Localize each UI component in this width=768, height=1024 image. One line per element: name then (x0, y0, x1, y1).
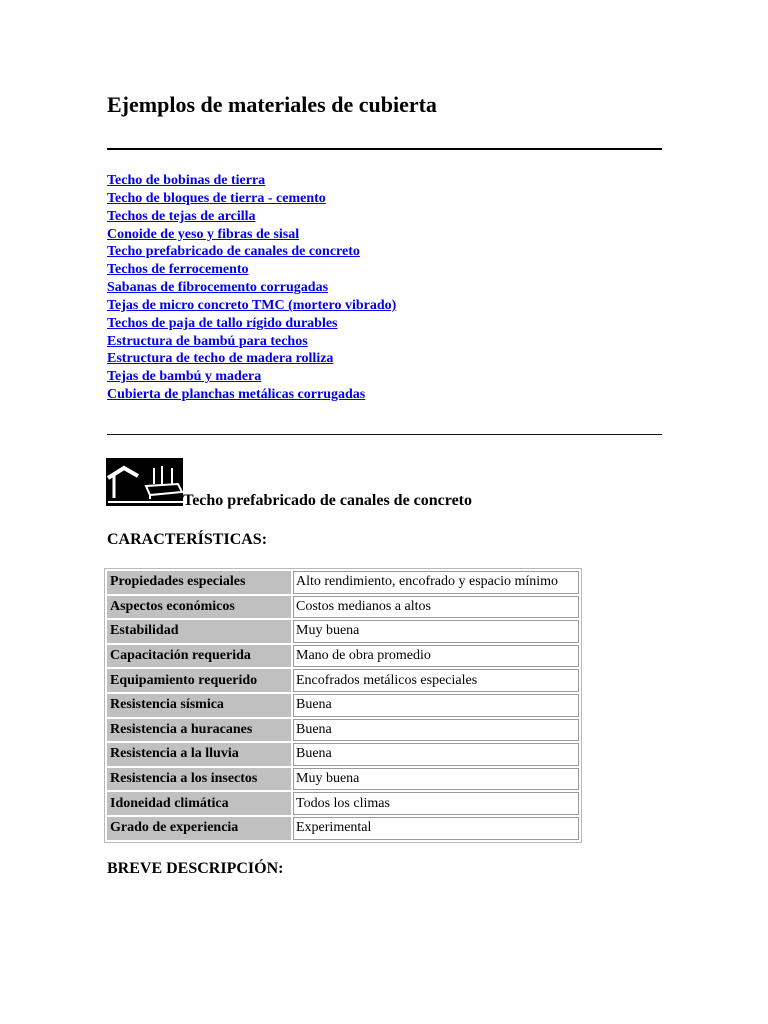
table-row (107, 719, 579, 742)
table-row (107, 620, 579, 643)
property-value: Mano de obra promedio (293, 645, 579, 668)
property-value: Muy buena (293, 768, 579, 791)
section-heading: Techo prefabricado de canales de concreto (183, 492, 473, 509)
characteristics-heading: CARACTERÍSTICAS: (107, 531, 268, 548)
list-item (107, 279, 396, 297)
link-techos-ferrocemento[interactable]: Techos de ferrocemento (107, 262, 249, 278)
top-divider (107, 148, 662, 150)
list-item (107, 333, 396, 351)
page-title: Ejemplos de materiales de cubierta (107, 92, 437, 117)
property-key: Resistencia sísmica (107, 694, 291, 717)
property-key: Grado de experiencia (107, 817, 291, 840)
property-key: Resistencia a los insectos (107, 768, 291, 791)
properties-table (104, 568, 582, 843)
property-value: Todos los climas (293, 792, 579, 815)
section-divider (107, 434, 662, 435)
list-item (107, 190, 396, 208)
property-value: Experimental (293, 817, 579, 840)
link-techo-bobinas-tierra[interactable]: Techo de bobinas de tierra (107, 173, 266, 188)
list-item (107, 261, 396, 279)
table-row (107, 817, 579, 840)
property-key: Capacitación requerida (107, 645, 291, 668)
table-row (107, 792, 579, 815)
description-heading: BREVE DESCRIPCIÓN: (107, 860, 284, 877)
list-item (107, 297, 396, 315)
property-value: Encofrados metálicos especiales (293, 669, 579, 692)
table-row (107, 645, 579, 668)
table-row (107, 669, 579, 692)
table-row (107, 596, 579, 619)
link-planchas-metalicas[interactable]: Cubierta de planchas metálicas corrugadas (107, 387, 366, 403)
list-item (107, 350, 396, 368)
link-techos-tejas-arcilla[interactable]: Techos de tejas de arcilla (107, 208, 256, 224)
property-value: Buena (293, 719, 579, 742)
table-row (107, 694, 579, 717)
table-row (107, 768, 579, 791)
property-key: Propiedades especiales (107, 571, 291, 594)
list-item (107, 368, 396, 386)
link-estructura-madera-rolliza[interactable]: Estructura de techo de madera rolliza (107, 351, 334, 367)
list-item (107, 172, 396, 190)
property-value: Buena (293, 694, 579, 717)
property-key: Resistencia a la lluvia (107, 743, 291, 766)
list-item (107, 315, 396, 333)
property-key: Aspectos económicos (107, 596, 291, 619)
link-estructura-bambu[interactable]: Estructura de bambú para techos (107, 333, 308, 349)
list-item (107, 226, 396, 244)
property-key: Estabilidad (107, 620, 291, 643)
list-item (107, 243, 396, 261)
link-sabanas-fibrocemento[interactable]: Sabanas de fibrocemento corrugadas (107, 280, 329, 296)
link-tejas-bambu-madera[interactable]: Tejas de bambú y madera (107, 369, 262, 385)
link-techo-prefabricado-canales[interactable]: Techo prefabricado de canales de concreto (107, 244, 360, 260)
table-row (107, 743, 579, 766)
property-value: Buena (293, 743, 579, 766)
link-tejas-micro-concreto[interactable]: Tejas de micro concreto TMC (mortero vibrado) (107, 297, 397, 313)
property-value: Costos medianos a altos (293, 596, 579, 619)
link-techos-paja[interactable]: Techos de paja de tallo rígido durables (107, 315, 338, 331)
property-key: Resistencia a huracanes (107, 719, 291, 742)
link-conoide-yeso-sisal[interactable]: Conoide de yeso y fibras de sisal (107, 226, 300, 242)
property-key: Equipamiento requerido (107, 669, 291, 692)
property-value: Alto rendimiento, encofrado y espacio mínimo (293, 571, 579, 594)
property-key: Idoneidad climática (107, 792, 291, 815)
roof-house-icon (106, 458, 183, 506)
list-item (107, 386, 396, 404)
link-techo-bloques-tierra-cemento[interactable]: Techo de bloques de tierra - cemento (107, 190, 326, 206)
table-row (107, 571, 579, 594)
material-links-list (107, 172, 396, 404)
property-value: Muy buena (293, 620, 579, 643)
list-item (107, 208, 396, 226)
